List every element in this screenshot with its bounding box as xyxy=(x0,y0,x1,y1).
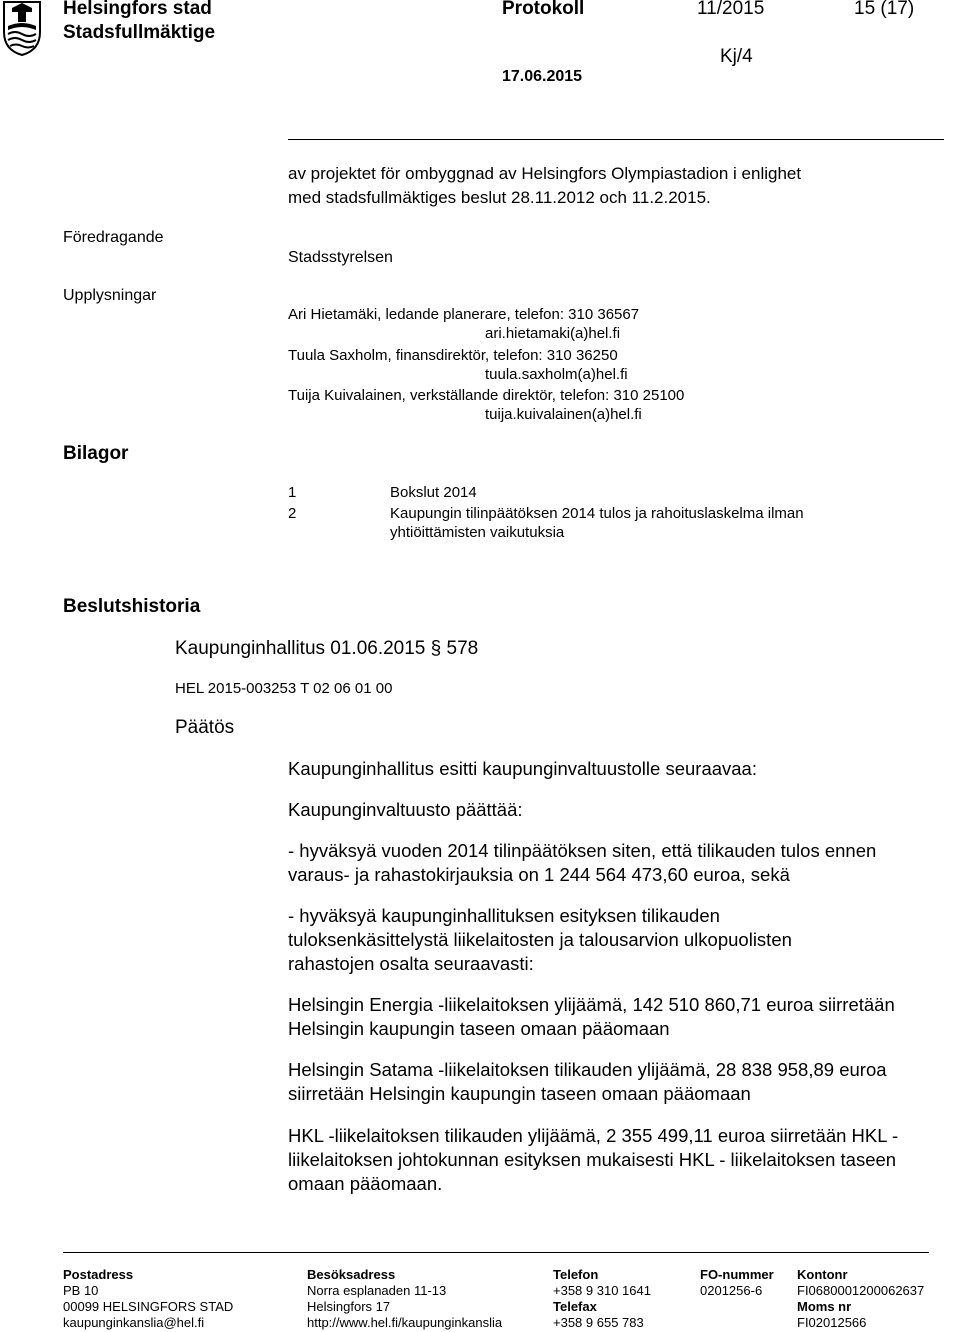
footer-phone xyxy=(553,1267,651,1331)
body-name: Stadsfullmäktige xyxy=(63,22,216,43)
contact-3-email: tuija.kuivalainen(a)hel.fi xyxy=(485,406,642,423)
intro-line-2: med stadsfullmäktiges beslut 28.11.2012 och 11.2.2015. xyxy=(288,188,711,207)
decision-para-5: Helsingin Energia -liikelaitoksen ylijäämä, 142 510 860,71 euroa siirretään Helsingin kaupungin taseen omaan pääomaan xyxy=(288,994,895,1039)
footer-postal-city: 00099 HELSINGFORS STAD xyxy=(63,1299,234,1314)
footer-visit-street: Norra esplanaden 11-13 xyxy=(307,1283,447,1298)
footer-vat-head: Moms nr xyxy=(797,1299,852,1314)
footer-rule xyxy=(63,1252,929,1253)
org-name: Helsingfors stad xyxy=(63,0,212,19)
attachment-2-title: Kaupungin tilinpäätöksen 2014 tulos ja rahoituslaskelma ilman xyxy=(390,505,804,522)
history-heading: Beslutshistoria xyxy=(63,596,201,617)
footer-account-number: FI0680001200062637 xyxy=(797,1283,925,1298)
footer-fax-head: Telefax xyxy=(553,1299,597,1314)
attachment-2-title-cont: yhtiöittämisten vaikutuksia xyxy=(390,524,565,541)
decision-para-7: HKL -liikelaitoksen tilikauden ylijäämä, 2 355 499,11 euroa siirretään HKL -liikelaitoksen johtokunnan esityksen mukaisesti HKL - liikelaitoksen taseen omaan pääomaan. xyxy=(288,1125,899,1194)
history-meeting: Kaupunginhallitus 01.06.2015 § 578 xyxy=(175,638,479,659)
presenter-value: Stadsstyrelsen xyxy=(288,249,393,266)
city-crest-icon xyxy=(2,0,42,56)
intro-line-1: av projektet för ombyggnad av Helsingfors Olympiastadion i enlighet xyxy=(288,164,802,183)
attachments-label: Bilagor xyxy=(63,443,129,464)
decision-para-6: Helsingin Satama -liikelaitoksen tilikauden ylijäämä, 28 838 958,89 euroa siirretään Helsingin kaupungin taseen omaan pääomaan xyxy=(288,1059,887,1104)
footer-visit-city: Helsingfors 17 xyxy=(307,1299,391,1314)
footer-postal-head: Postadress xyxy=(63,1267,134,1282)
attachment-2-num: 2 xyxy=(288,505,297,522)
footer-business-id-head: FO-nummer xyxy=(700,1267,774,1282)
footer-postal-box: PB 10 xyxy=(63,1283,99,1298)
footer-business-id-value: 0201256-6 xyxy=(700,1283,763,1298)
footer-visit xyxy=(307,1267,502,1331)
footer-vat-number: FI02012566 xyxy=(797,1315,867,1330)
history-reference: HEL 2015-003253 T 02 06 01 00 xyxy=(175,680,393,697)
attachment-1-num: 1 xyxy=(288,484,297,501)
decision-para-4: - hyväksyä kaupunginhallituksen esityksen tilikauden tuloksenkäsittelystä liikelaitosten ja talousarvion ulkopuolisten rahastojen osalta seuraavasti: xyxy=(288,905,792,974)
doc-type: Protokoll xyxy=(502,0,585,19)
footer-phone-head: Telefon xyxy=(553,1267,599,1282)
attachment-1-title: Bokslut 2014 xyxy=(390,484,477,501)
section-code: Kj/4 xyxy=(720,46,753,67)
contact-2-name: Tuula Saxholm, finansdirektör, telefon: 310 36250 xyxy=(288,347,618,364)
header-rule xyxy=(288,139,944,140)
footer-business-id xyxy=(700,1267,774,1299)
page-number: 15 (17) xyxy=(854,0,915,19)
contact-1-name: Ari Hietamäki, ledande planerare, telefon: 310 36567 xyxy=(288,306,640,323)
footer-email: kaupunginkanslia@hel.fi xyxy=(63,1315,205,1330)
contact-1-email: ari.hietamaki(a)hel.fi xyxy=(485,325,621,342)
meeting-date: 17.06.2015 xyxy=(502,68,583,85)
footer-phone-number: +358 9 310 1641 xyxy=(553,1283,651,1298)
info-label: Upplysningar xyxy=(63,287,157,304)
decision-para-3: - hyväksyä vuoden 2014 tilinpäätöksen siten, että tilikauden tulos ennen varaus- ja rahastokirjauksia on 1 244 564 473,60 euroa, sekä xyxy=(288,840,877,885)
contact-2-email: tuula.saxholm(a)hel.fi xyxy=(485,366,628,383)
footer-account-head: Kontonr xyxy=(797,1267,848,1282)
decision-para-1: Kaupunginhallitus esitti kaupunginvaltuustolle seuraavaa: xyxy=(288,758,757,779)
decision-heading: Päätös xyxy=(175,717,235,738)
contact-3-name: Tuija Kuivalainen, verkställande direktör, telefon: 310 25100 xyxy=(288,387,685,404)
footer-fax-number: +358 9 655 783 xyxy=(553,1315,644,1330)
footer-postal xyxy=(63,1267,233,1331)
footer-website: http://www.hel.fi/kaupunginkanslia xyxy=(307,1315,503,1330)
decision-para-2: Kaupunginvaltuusto päättää: xyxy=(288,799,523,820)
presenter-label: Föredragande xyxy=(63,229,164,246)
protocol-number: 11/2015 xyxy=(697,0,765,19)
footer-account xyxy=(797,1267,924,1331)
footer-visit-head: Besöksadress xyxy=(307,1267,396,1282)
